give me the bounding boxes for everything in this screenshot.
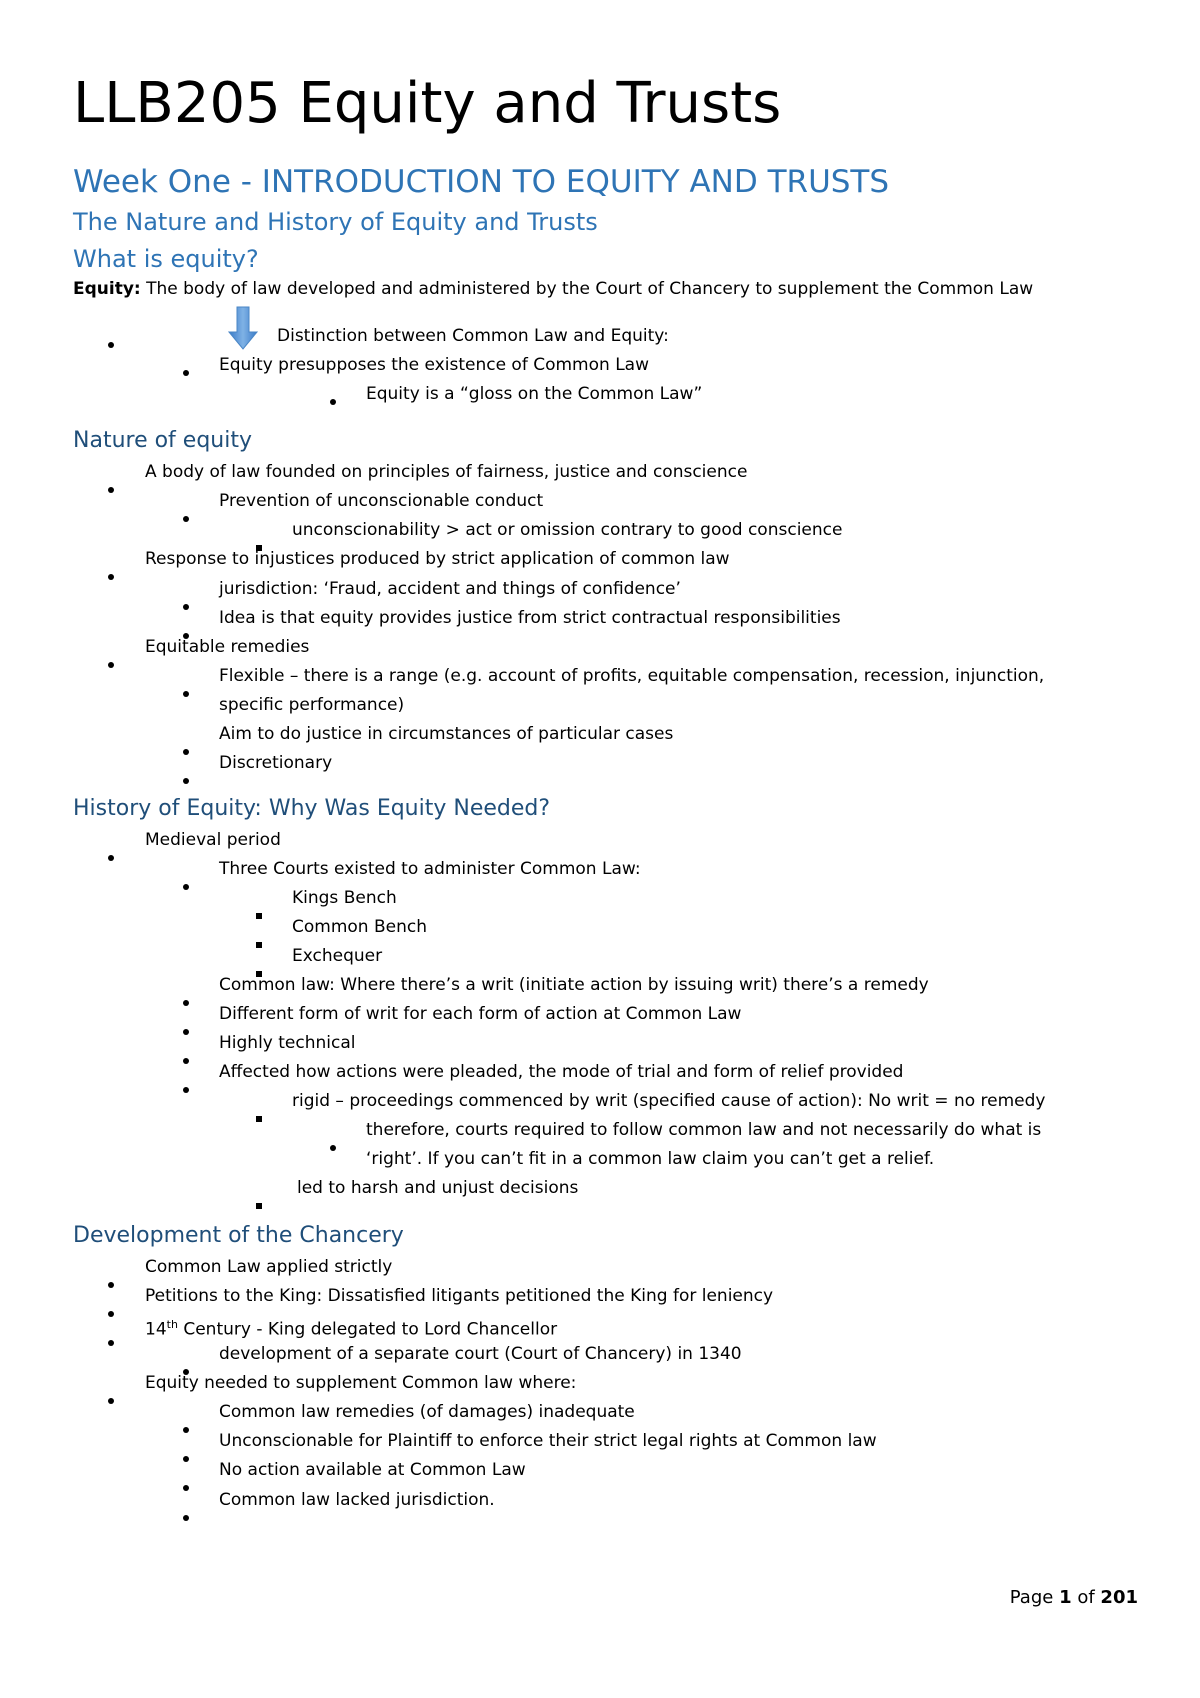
list-item: Affected how actions were pleaded, the mode of trial and form of relief provided xyxy=(219,1062,904,1082)
list-item: rigid – proceedings commenced by writ (specified cause of action): No writ = no remedy xyxy=(292,1091,1046,1111)
list-item: Idea is that equity provides justice from strict contractual responsibilities xyxy=(219,608,841,628)
bullet-dot xyxy=(183,1475,189,1497)
page-label: Page xyxy=(1009,1587,1054,1608)
bullet-dot xyxy=(108,564,114,586)
definition-text: The body of law developed and administered by the Court of Chancery to supplement the Common Law xyxy=(140,279,1034,299)
bullet-dot xyxy=(183,739,189,761)
bullet-square xyxy=(256,932,262,954)
bullet-dot xyxy=(108,845,114,867)
list-item: No action available at Common Law xyxy=(219,1460,526,1480)
list-item: Exchequer xyxy=(292,946,383,966)
list-item-continued: ‘right’. If you can’t fit in a common law claim you can’t get a relief. xyxy=(366,1149,935,1169)
list-item: Different form of writ for each form of action at Common Law xyxy=(219,1004,742,1024)
bullet-dot xyxy=(330,389,336,411)
bullet-dot xyxy=(183,681,189,703)
list-item-century xyxy=(145,1314,557,1341)
nature-heading: Nature of equity xyxy=(73,428,252,453)
bullet-dot xyxy=(183,506,189,528)
list-item: Equity presupposes the existence of Common Law xyxy=(219,355,649,375)
bullet-dot xyxy=(108,477,114,499)
bullet-dot xyxy=(330,1135,336,1157)
week-heading: Week One - INTRODUCTION TO EQUITY AND TRUSTS xyxy=(73,164,890,200)
page-number: 1 xyxy=(1059,1587,1072,1608)
chancery-heading: Development of the Chancery xyxy=(73,1223,404,1248)
bullet-dot xyxy=(183,594,189,616)
century-text: Century - King delegated to Lord Chancellor xyxy=(177,1319,558,1340)
list-item: jurisdiction: ‘Fraud, accident and things of confidence’ xyxy=(219,579,681,599)
list-item: Flexible – there is a range (e.g. account of profits, equitable compensation, recession, injunction, xyxy=(219,666,1045,686)
list-item: A body of law founded on principles of fairness, justice and conscience xyxy=(145,462,748,482)
list-item: Common Bench xyxy=(292,917,427,937)
bullet-dot xyxy=(108,652,114,674)
bullet-dot xyxy=(108,1272,114,1294)
bullet-dot xyxy=(108,1330,114,1352)
bullet-dot xyxy=(183,874,189,896)
list-item: Highly technical xyxy=(219,1033,356,1053)
list-item: Response to injustices produced by strict application of common law xyxy=(145,549,730,569)
list-item: Unconscionable for Plaintiff to enforce their strict legal rights at Common law xyxy=(219,1431,877,1451)
list-item: Discretionary xyxy=(219,753,333,773)
document-title: LLB205 Equity and Trusts xyxy=(73,71,782,136)
bullet-dot xyxy=(183,1019,189,1041)
list-item: Common Law applied strictly xyxy=(145,1257,393,1277)
page-total: 201 xyxy=(1100,1587,1138,1608)
bullet-dot xyxy=(183,768,189,790)
definition-term: Equity: xyxy=(73,279,141,299)
bullet-dot xyxy=(183,990,189,1012)
century-number: 14 xyxy=(145,1319,167,1340)
list-item: unconscionability > act or omission contrary to good conscience xyxy=(292,520,843,540)
bullet-dot xyxy=(108,1388,114,1410)
bullet-dot xyxy=(183,360,189,382)
bullet-dot xyxy=(108,1301,114,1323)
list-item: Equitable remedies xyxy=(145,637,310,657)
of-label: of xyxy=(1077,1587,1095,1608)
page-number-footer xyxy=(1010,1587,1138,1609)
list-item: Equity is a “gloss on the Common Law” xyxy=(366,384,703,404)
list-item: Aim to do justice in circumstances of particular cases xyxy=(219,724,674,744)
list-item: Distinction between Common Law and Equity: xyxy=(277,326,669,346)
list-item: Prevention of unconscionable conduct xyxy=(219,491,544,511)
bullet-dot xyxy=(183,1048,189,1070)
list-item: development of a separate court (Court of Chancery) in 1340 xyxy=(219,1344,742,1364)
list-item: Common law remedies (of damages) inadequate xyxy=(219,1402,635,1422)
list-item: Common law lacked jurisdiction. xyxy=(219,1490,495,1510)
bullet-dot xyxy=(183,1417,189,1439)
equity-definition xyxy=(73,278,1033,300)
list-item: Equity needed to supplement Common law where: xyxy=(145,1373,577,1393)
list-item: therefore, courts required to follow common law and not necessarily do what is xyxy=(366,1120,1042,1140)
section-heading: The Nature and History of Equity and Trusts xyxy=(73,208,598,236)
bullet-dot xyxy=(183,1446,189,1468)
down-arrow-icon xyxy=(228,306,258,350)
bullet-square xyxy=(256,1106,262,1128)
bullet-dot xyxy=(183,1505,189,1527)
history-heading: History of Equity: Why Was Equity Needed? xyxy=(73,796,551,821)
list-item: Three Courts existed to administer Common Law: xyxy=(219,859,641,879)
list-item: Medieval period xyxy=(145,830,281,850)
list-item: Petitions to the King: Dissatisfied litigants petitioned the King for leniency xyxy=(145,1286,774,1306)
list-item: Kings Bench xyxy=(292,888,397,908)
bullet-dot xyxy=(108,332,114,354)
century-suffix: th xyxy=(166,1318,178,1331)
bullet-square xyxy=(256,1193,262,1215)
list-item: led to harsh and unjust decisions xyxy=(297,1178,579,1198)
bullet-dot xyxy=(183,1077,189,1099)
what-is-equity-heading: What is equity? xyxy=(73,245,259,273)
list-item-continued: specific performance) xyxy=(219,695,405,715)
list-item: Common law: Where there’s a writ (initiate action by issuing writ) there’s a remedy xyxy=(219,975,929,995)
bullet-square xyxy=(256,903,262,925)
